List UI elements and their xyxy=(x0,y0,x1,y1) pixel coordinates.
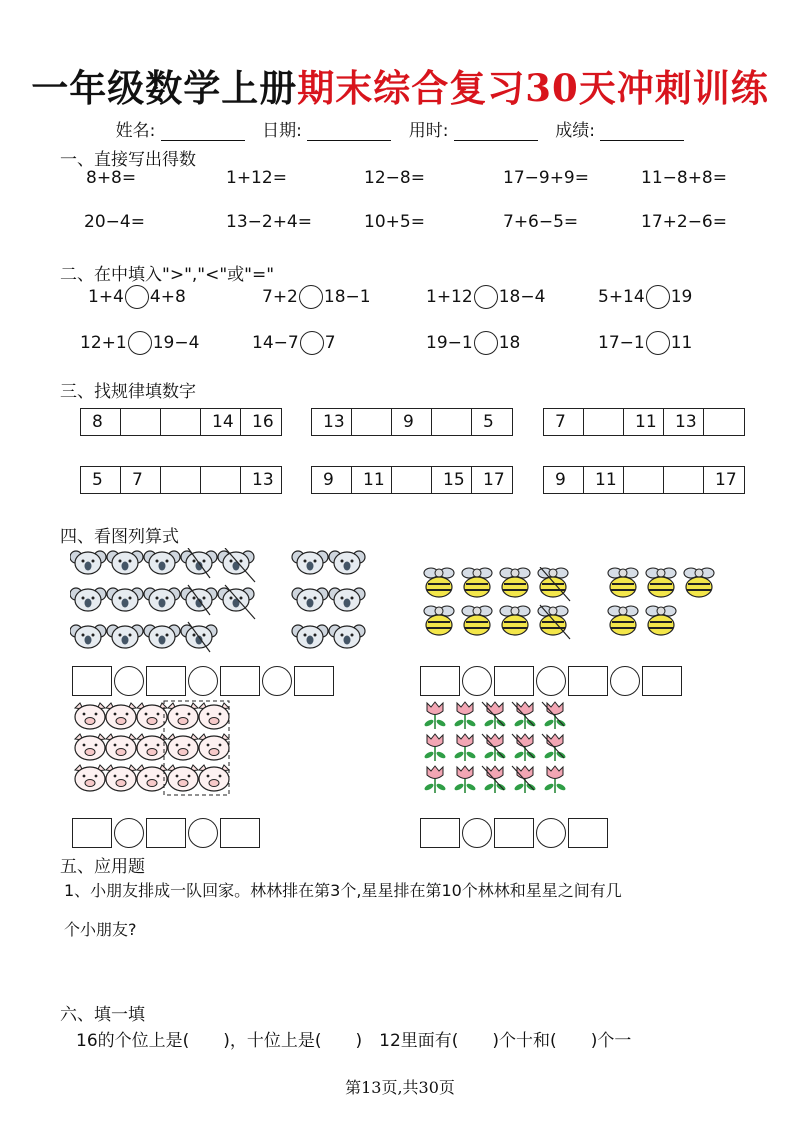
equation-row xyxy=(72,666,334,696)
answer-box[interactable] xyxy=(146,818,186,848)
answer-box[interactable] xyxy=(72,818,112,848)
compare-circle[interactable] xyxy=(125,285,149,309)
answer-box[interactable] xyxy=(494,818,534,848)
problem: 1+12= xyxy=(226,168,287,188)
problem: 20−4= xyxy=(84,212,145,232)
compare-item: 1+4 4+8 xyxy=(88,287,186,307)
answer-box[interactable] xyxy=(568,818,608,848)
compare-item: 1+12 18−4 xyxy=(426,287,546,307)
section5-heading: 五、应用题 xyxy=(60,857,145,877)
pattern-cell[interactable] xyxy=(161,467,201,493)
time-blank[interactable] xyxy=(454,122,538,141)
pattern-cell[interactable]: 13 xyxy=(312,409,352,435)
answer-box[interactable] xyxy=(220,818,260,848)
pattern-cell[interactable]: 16 xyxy=(252,412,274,432)
compare-item: 5+14 19 xyxy=(598,287,693,307)
pattern-cell[interactable]: 8 xyxy=(81,409,121,435)
pattern-cell[interactable]: 9 xyxy=(544,467,584,493)
answer-box[interactable] xyxy=(72,666,112,696)
pattern-cell[interactable]: 11 xyxy=(624,409,664,435)
operator-circle[interactable] xyxy=(462,666,492,696)
pattern-cell[interactable] xyxy=(201,467,241,493)
time-label: 用时: xyxy=(408,121,449,141)
problem: 11−8+8= xyxy=(641,168,727,188)
pattern-cell[interactable] xyxy=(121,409,161,435)
pattern-cell[interactable]: 11 xyxy=(352,467,392,493)
problem: 10+5= xyxy=(364,212,425,232)
pattern-cell[interactable] xyxy=(664,467,704,493)
date-label: 日期: xyxy=(262,121,302,141)
pattern-cell[interactable] xyxy=(161,409,201,435)
section2-heading: 二、在中填入">","<"或"=" xyxy=(60,265,275,285)
pattern-cell[interactable] xyxy=(432,409,472,435)
pattern-cell[interactable]: 14 xyxy=(201,409,241,435)
name-label: 姓名: xyxy=(115,121,156,141)
compare-circle[interactable] xyxy=(474,285,498,309)
operator-circle[interactable] xyxy=(610,666,640,696)
word-problem-line1: 1、小朋友排成一队回家。林林排在第3个,星星排在第10个林林和星星之间有几 xyxy=(64,881,622,900)
answer-box[interactable] xyxy=(420,666,460,696)
compare-circle[interactable] xyxy=(646,331,670,355)
pattern-row xyxy=(80,408,282,436)
pattern-row xyxy=(543,466,745,494)
pattern-cell[interactable]: 5 xyxy=(81,467,121,493)
pattern-cell[interactable] xyxy=(392,467,432,493)
pattern-row xyxy=(80,466,282,494)
answer-box[interactable] xyxy=(220,666,260,696)
compare-item: 12+1 19−4 xyxy=(80,333,200,353)
page-title xyxy=(0,58,800,112)
compare-item: 7+2 18−1 xyxy=(262,287,371,307)
pig-picture xyxy=(72,700,232,796)
page-number: 第13页,共30页 xyxy=(345,1078,455,1097)
compare-circle[interactable] xyxy=(646,285,670,309)
operator-circle[interactable] xyxy=(114,818,144,848)
pattern-cell[interactable]: 5 xyxy=(483,412,494,432)
answer-box[interactable] xyxy=(146,666,186,696)
pattern-cell[interactable]: 9 xyxy=(392,409,432,435)
pattern-cell[interactable]: 13 xyxy=(252,470,274,490)
answer-box[interactable] xyxy=(294,666,334,696)
equation-row xyxy=(420,818,608,848)
compare-circle[interactable] xyxy=(299,285,323,309)
pattern-cell[interactable]: 17 xyxy=(715,470,737,490)
pattern-cell[interactable]: 11 xyxy=(584,467,624,493)
problem: 8+8= xyxy=(86,168,137,188)
operator-circle[interactable] xyxy=(114,666,144,696)
answer-box[interactable] xyxy=(568,666,608,696)
pig-icon xyxy=(75,703,229,791)
section6-heading: 六、填一填 xyxy=(60,1005,145,1025)
pattern-cell[interactable] xyxy=(624,467,664,493)
operator-circle[interactable] xyxy=(262,666,292,696)
problem: 17+2−6= xyxy=(641,212,727,232)
compare-item: 17−1 11 xyxy=(598,333,693,353)
pattern-cell[interactable]: 15 xyxy=(432,467,472,493)
compare-circle[interactable] xyxy=(128,331,152,355)
tulip-picture xyxy=(422,700,572,796)
answer-box[interactable] xyxy=(420,818,460,848)
compare-item: 14−7 7 xyxy=(252,333,336,353)
pattern-cell[interactable]: 9 xyxy=(312,467,352,493)
operator-circle[interactable] xyxy=(188,818,218,848)
fill-in-line: 16的个位上是( )，十位上是( ) 12里面有( )个十和( )个一 xyxy=(76,1031,632,1051)
koala-icon xyxy=(70,551,365,648)
pattern-cell[interactable]: 17 xyxy=(483,470,505,490)
name-blank[interactable] xyxy=(161,122,245,141)
date-blank[interactable] xyxy=(307,122,391,141)
compare-circle[interactable] xyxy=(474,331,498,355)
compare-circle[interactable] xyxy=(300,331,324,355)
compare-item: 19−1 18 xyxy=(426,333,521,353)
problem: 7+6−5= xyxy=(503,212,579,232)
operator-circle[interactable] xyxy=(188,666,218,696)
equation-row xyxy=(72,818,260,848)
word-problem-line2: 个小朋友? xyxy=(64,920,137,939)
problem: 17−9+9= xyxy=(503,168,589,188)
title-red: 期末综合复习30天冲刺训练 xyxy=(297,66,769,110)
bee-picture xyxy=(422,567,722,647)
pattern-cell[interactable]: 13 xyxy=(664,409,704,435)
bee-icon xyxy=(424,568,714,635)
section3-heading: 三、找规律填数字 xyxy=(60,382,196,402)
koala-picture xyxy=(70,548,370,660)
pattern-cell[interactable] xyxy=(584,409,624,435)
section4-heading: 四、看图列算式 xyxy=(60,527,179,547)
problem: 13−2+4= xyxy=(226,212,312,232)
pattern-row xyxy=(543,408,745,436)
info-line xyxy=(0,116,800,141)
pattern-cell[interactable]: 7 xyxy=(121,467,161,493)
pattern-row xyxy=(311,408,513,436)
pattern-cell[interactable] xyxy=(352,409,392,435)
title-black: 一年级数学上册 xyxy=(31,66,298,110)
section1-heading: 一、直接写出得数 xyxy=(60,150,196,170)
operator-circle[interactable] xyxy=(462,818,492,848)
equation-row xyxy=(420,666,682,696)
problem: 12−8= xyxy=(364,168,425,188)
score-blank[interactable] xyxy=(600,122,684,141)
pattern-row xyxy=(311,466,513,494)
answer-box[interactable] xyxy=(642,666,682,696)
pattern-cell[interactable]: 7 xyxy=(544,409,584,435)
operator-circle[interactable] xyxy=(536,666,566,696)
operator-circle[interactable] xyxy=(536,818,566,848)
answer-box[interactable] xyxy=(494,666,534,696)
pattern-cell[interactable] xyxy=(704,409,744,435)
score-label: 成绩: xyxy=(555,121,595,141)
